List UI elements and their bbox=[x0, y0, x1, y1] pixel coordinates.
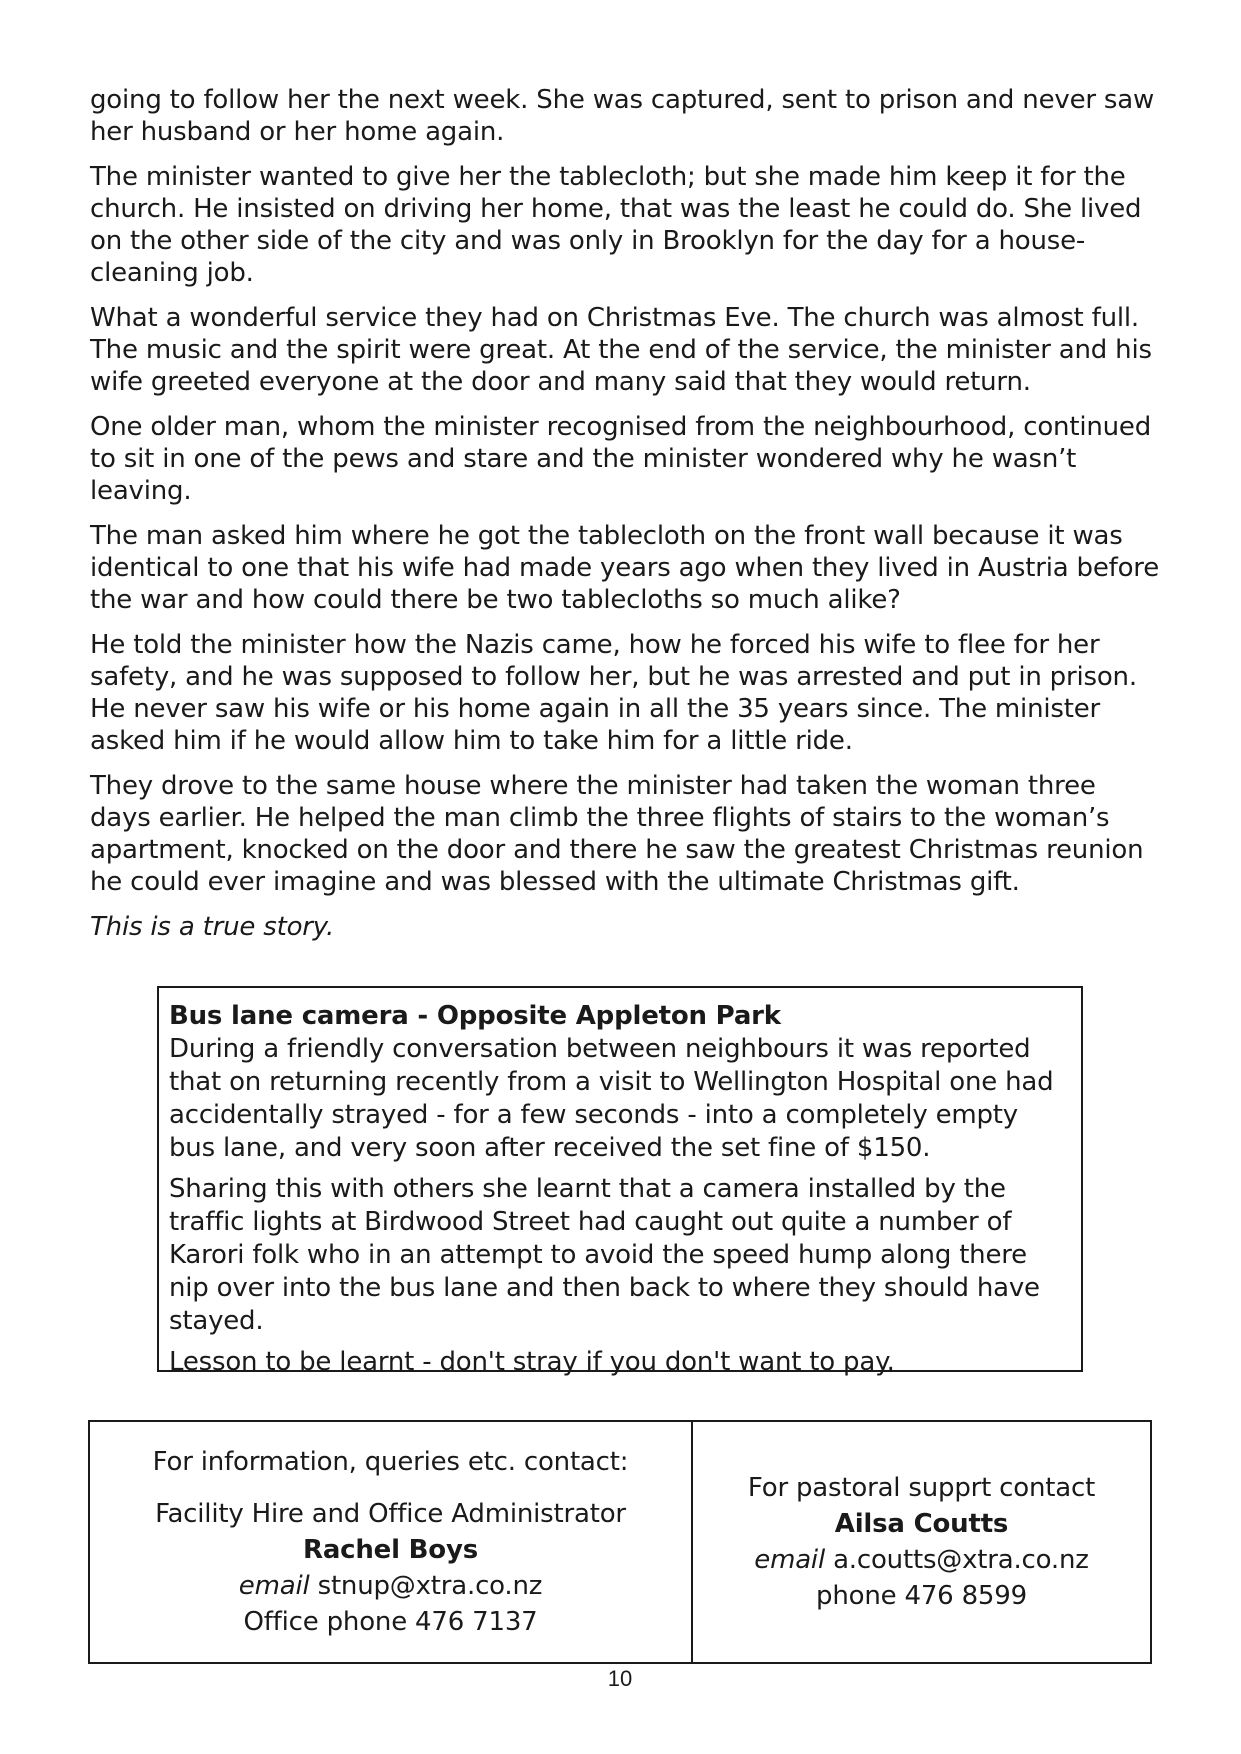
office-email-link[interactable]: stnup@xtra.co.nz bbox=[317, 1571, 543, 1601]
pastoral-email-label: email bbox=[754, 1545, 825, 1575]
office-contact-intro: For information, queries etc. contact: bbox=[152, 1447, 629, 1477]
bus-lane-notice-box bbox=[157, 986, 1083, 1377]
story-paragraph-1: going to follow her the next week. She was captured, sent to prison and never saw her husband or her home again. bbox=[90, 85, 1155, 147]
story-paragraph-5: The man asked him where he got the tablecloth on the front wall because it was identical to one that his wife had made years ago when they lived in Austria before the war and how could there be two tablecloths so much alike? bbox=[90, 521, 1160, 615]
story-paragraph-7: They drove to the same house where the minister had taken the woman three days earlier. He helped the man climb the three flights of stairs to the woman’s apartment, knocked on the door and there he saw the greatest Christmas reunion he could ever imagine and was blessed with the ultimate Christmas gift. bbox=[90, 771, 1144, 897]
bus-lane-paragraph-3: Lesson to be learnt - don't stray if you don't want to pay. bbox=[169, 1347, 895, 1377]
story-closing: This is a true story. bbox=[90, 912, 335, 942]
office-email-label: email bbox=[238, 1571, 310, 1601]
office-contact-email-line bbox=[239, 1568, 542, 1604]
office-contact-phone: Office phone 476 7137 bbox=[243, 1607, 538, 1637]
office-contact-role: Facility Hire and Office Administrator bbox=[155, 1499, 626, 1529]
story-paragraph-3: What a wonderful service they had on Christmas Eve. The church was almost full. The music and the spirit were great. At the end of the service, the minister and his wife greeted everyone at the door and many said that they would return. bbox=[90, 303, 1152, 397]
story-text bbox=[90, 84, 1160, 956]
contact-table bbox=[88, 1420, 1152, 1664]
pastoral-contact-cell bbox=[693, 1422, 1150, 1662]
pastoral-contact-phone: phone 476 8599 bbox=[816, 1581, 1027, 1611]
bus-lane-paragraph-1: During a friendly conversation between neighbours it was reported that on returning recently from a visit to Wellington Hospital one had accidentally strayed - for a few seconds - into a completely empty bus lane, and very soon after received the set fine of $150. bbox=[169, 1034, 1054, 1163]
page-number: 10 bbox=[607, 1666, 633, 1691]
pastoral-contact-name: Ailsa Coutts bbox=[834, 1509, 1009, 1539]
story-paragraph-6: He told the minister how the Nazis came, how he forced his wife to flee for her safety, and he was supposed to follow her, but he was arrested and put in prison. He never saw his wife or his home again in all the 35 years since. The minister asked him if he would allow him to take him for a little ride. bbox=[90, 630, 1137, 756]
story-paragraph-4: One older man, whom the minister recognised from the neighbourhood, continued to sit in one of the pews and stare and the minister wondered why he wasn’t leaving. bbox=[90, 412, 1151, 506]
office-contact-name: Rachel Boys bbox=[303, 1535, 478, 1565]
office-contact-cell bbox=[90, 1422, 693, 1662]
story-paragraph-2: The minister wanted to give her the tablecloth; but she made him keep it for the church. He insisted on driving her home, that was the least he could do. She lived on the other side of the city and was only in Brooklyn for the day for a house-cleaning job. bbox=[90, 162, 1142, 288]
pastoral-contact-intro: For pastoral supprt contact bbox=[747, 1473, 1096, 1503]
bus-lane-paragraph-2: Sharing this with others she learnt that a camera installed by the traffic lights at Birdwood Street had caught out quite a number of Karori folk who in an attempt to avoid the speed hump along there nip over into the bus lane and then back to where they should have stayed. bbox=[169, 1174, 1040, 1336]
bus-lane-heading: Bus lane camera - Opposite Appleton Park bbox=[169, 1001, 781, 1031]
pastoral-contact-email-line bbox=[754, 1542, 1088, 1578]
pastoral-email-link[interactable]: a.coutts@xtra.co.nz bbox=[833, 1545, 1089, 1575]
